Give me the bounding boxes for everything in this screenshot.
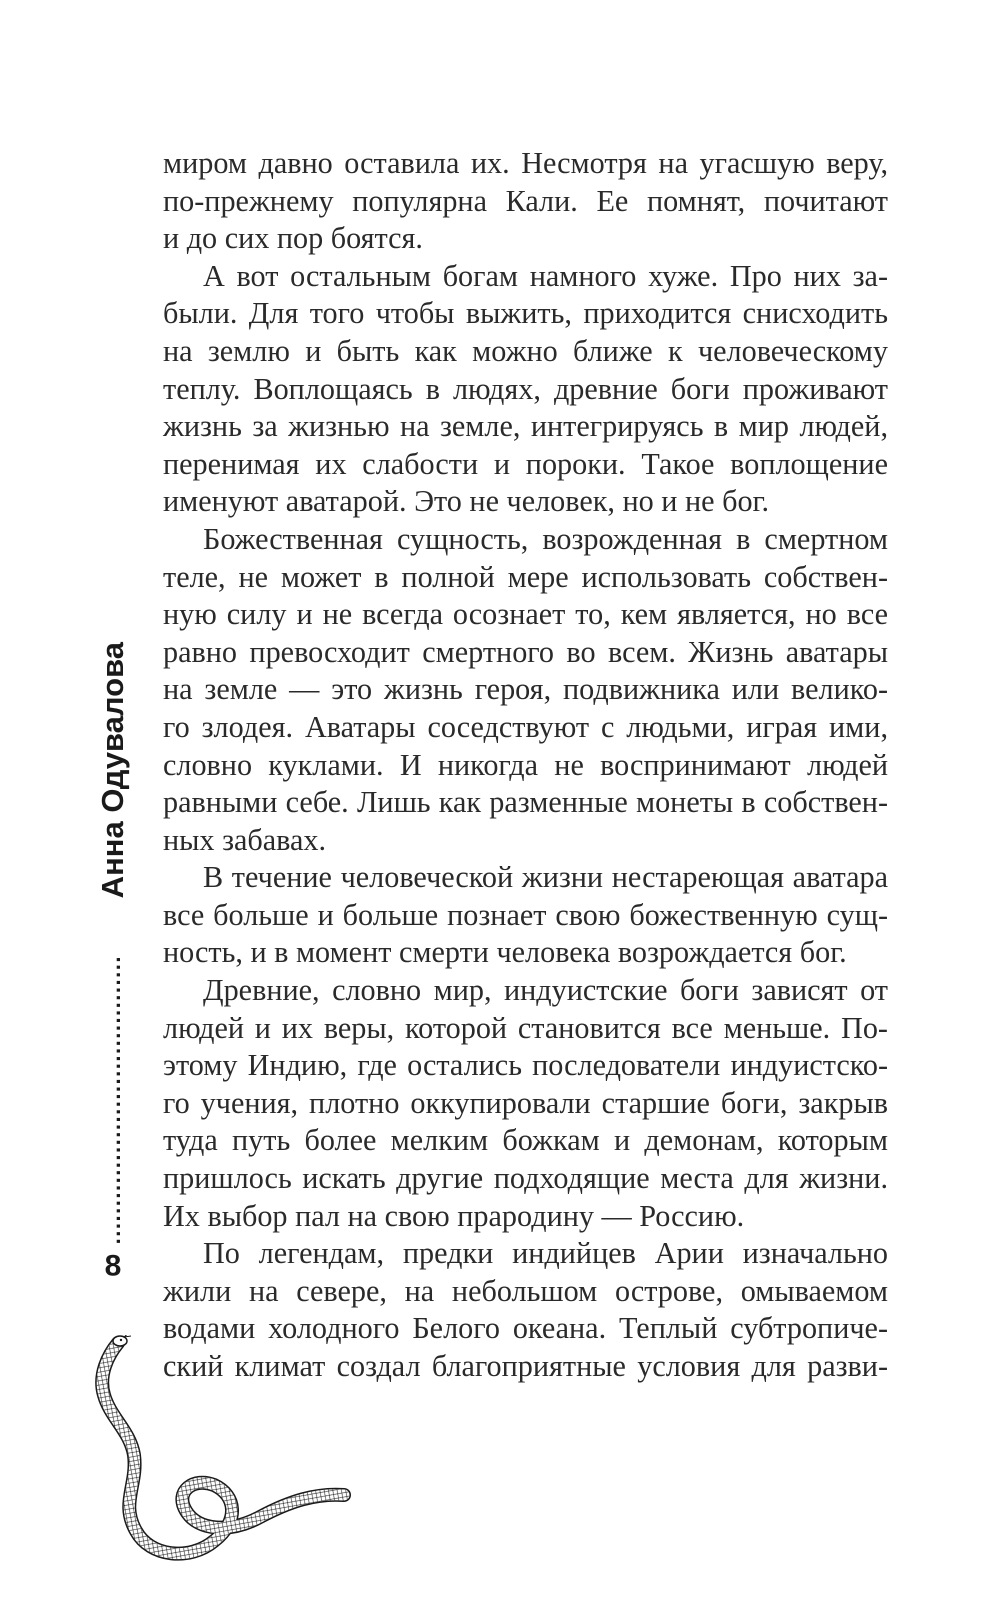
text-line: туда путь более мелким божкам и демонам, которым bbox=[163, 1123, 888, 1158]
text-line: равными себе. Лишь как разменные монеты в собствен- bbox=[163, 785, 888, 820]
text-line: Божественная сущность, возрожденная в смертном bbox=[203, 521, 888, 556]
text-line: равно превосходит смертного во всем. Жизнь аватары bbox=[163, 634, 888, 669]
text-line: теплу. Воплощаясь в людях, древние боги проживают bbox=[163, 371, 888, 406]
snake-icon bbox=[90, 1335, 360, 1575]
text-line: этому Индию, где остались последователи индуистско- bbox=[163, 1048, 888, 1083]
text-line: по-прежнему популярна Кали. Ее помнят, почитают bbox=[163, 183, 888, 218]
text-line: Их выбор пал на свою прародину — Россию. bbox=[163, 1198, 745, 1233]
body-text bbox=[163, 145, 888, 1386]
text-line: перенимая их слабости и пороки. Такое воплощение bbox=[163, 446, 888, 481]
text-line: и до сих пор боятся. bbox=[163, 221, 423, 256]
text-line: Древние, словно мир, индуистские боги зависят от bbox=[203, 973, 888, 1008]
text-line: людей и их веры, которой становится все меньше. По- bbox=[163, 1010, 888, 1045]
running-header bbox=[93, 641, 133, 1283]
text-line: на землю и быть как можно ближе к человеческому bbox=[163, 333, 888, 368]
text-line: жизнь за жизнью на земле, интегрируясь в мир людей, bbox=[163, 409, 888, 444]
text-line: ную силу и не всегда осознает то, кем является, но все bbox=[163, 597, 888, 632]
text-line: все больше и больше познает свою божественную сущ- bbox=[163, 897, 888, 932]
text-line: словно куклами. И никогда не воспринимают людей bbox=[163, 747, 888, 782]
page-number: 8 bbox=[104, 1249, 122, 1283]
text-line: го учения, плотно оккупировали старшие боги, закрыв bbox=[163, 1085, 888, 1120]
leader-dots: ...................................... bbox=[100, 955, 125, 1245]
author-name: Анна Одувалова bbox=[95, 641, 130, 899]
text-line: го злодея. Аватары соседствуют с людьми, играя ими, bbox=[163, 709, 888, 744]
text-line: ность, и в момент смерти человека возрождается бог. bbox=[163, 935, 847, 970]
text-line: теле, не может в полной мере использовать собствен- bbox=[163, 559, 888, 594]
text-line: были. Для того чтобы выжить, приходится снисходить bbox=[163, 296, 888, 331]
text-line: миром давно оставила их. Несмотря на угасшую веру, bbox=[163, 146, 888, 180]
text-line: ных забавах. bbox=[163, 822, 327, 857]
text-line: ский климат создал благоприятные условия для разви- bbox=[163, 1349, 888, 1383]
text-line: жили на севере, на небольшом острове, омываемом bbox=[163, 1273, 888, 1308]
text-line: именуют аватарой. Это не человек, но и не бог. bbox=[163, 484, 770, 519]
text-line: В течение человеческой жизни нестареющая аватара bbox=[203, 860, 888, 895]
text-line: водами холодного Белого океана. Теплый субтропиче- bbox=[163, 1311, 888, 1346]
text-line: пришлось искать другие подходящие места для жизни. bbox=[163, 1161, 888, 1196]
text-line: А вот остальным богам намного хуже. Про них за- bbox=[203, 258, 888, 293]
text-line: на земле — это жизнь героя, подвижника или велико- bbox=[163, 672, 888, 707]
text-line: По легендам, предки индийцев Арии изначально bbox=[203, 1236, 888, 1271]
